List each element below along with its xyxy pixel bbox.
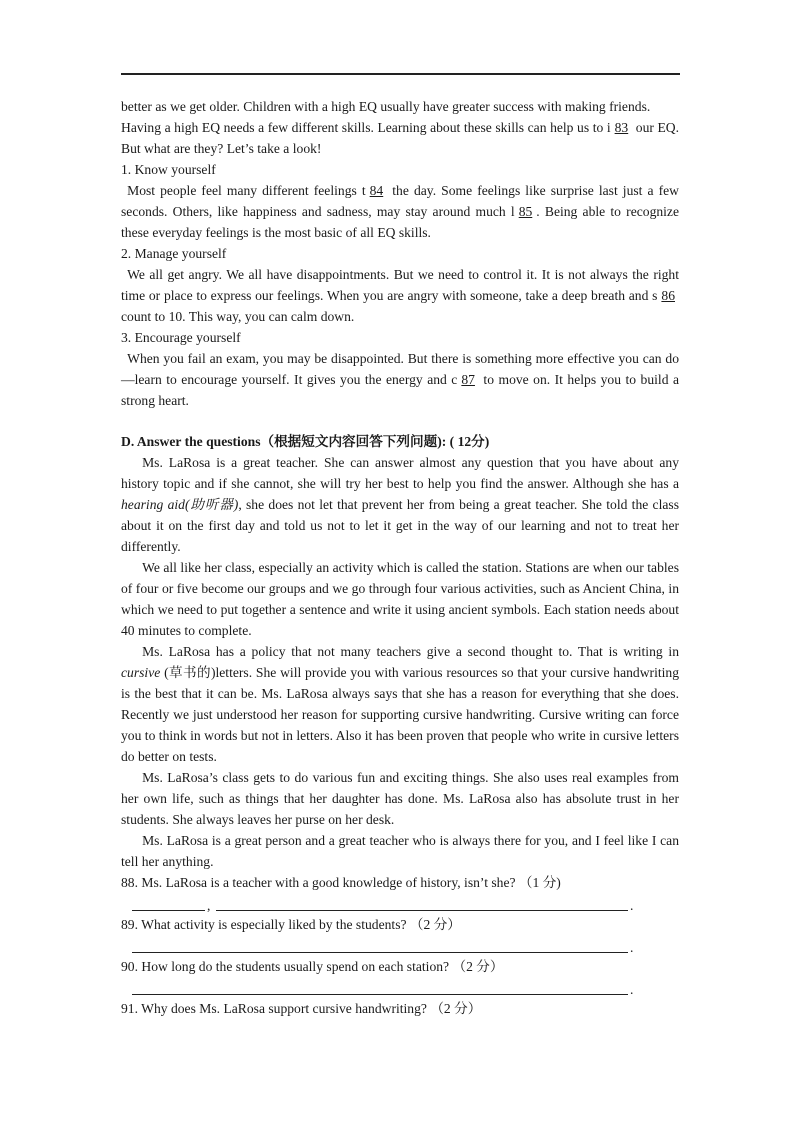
text: count to 10. This way, you can calm down. bbox=[121, 309, 355, 324]
answer-blank[interactable] bbox=[132, 910, 205, 911]
text: Ms. LaRosa is a great teacher. She can answer almost any question that you have about any history topic and if she cannot, she will try her best to help you find the answer. Although she has a bbox=[121, 455, 679, 491]
passage-line: better as we get older. Children with a high EQ usually have greater success with making friends. bbox=[121, 99, 651, 114]
period: . bbox=[630, 982, 634, 997]
header-rule bbox=[121, 73, 680, 75]
text: (草书的)letters. She will provide you with various resources so that your cursive handwriting is the best that it can be. Ms. LaRosa always says that she has a reason for everything that she does. Recently we just understood her reason for supporting cursive handwriting. Cursive writing can force you to think in words but not in letters. Also it has been proven that people who write in cursive letters do better on tests. bbox=[121, 665, 679, 764]
question-90: 90. How long do the students usually spend on each station? （2 分） bbox=[121, 959, 504, 974]
text: to move on. It helps you to build a strong heart. bbox=[121, 372, 680, 408]
text: We all get angry. We all have disappointments. But we need to control it. It is not always the right time or place to express our feelings. When you are angry with someone, take a deep breath and s bbox=[121, 267, 679, 303]
reading-paragraph: Ms. LaRosa’s class gets to do various fun and exciting things. She also uses real examples from her own life, such as things that her daughter has done. Ms. LaRosa also has absolute trust in her students. She always leaves her purse on her desk. bbox=[121, 770, 679, 827]
blank-86[interactable]: 86 bbox=[661, 288, 675, 303]
blank-85[interactable]: 85 bbox=[518, 204, 533, 219]
italic-term: hearing aid(助听器) bbox=[121, 497, 239, 512]
text: , she does not let that prevent her from being a great teacher. She told the class about it on the first day and told us not to let it get in the way of our learning and not to treat her differently. bbox=[121, 497, 679, 554]
text: Most people feel many different feelings t bbox=[127, 183, 366, 198]
reading-paragraph: Ms. LaRosa is a great person and a great teacher who is always there for you, and I feel like I can tell her anything. bbox=[121, 833, 679, 869]
section-heading-1: 1. Know yourself bbox=[121, 162, 216, 177]
blank-83[interactable]: 83 bbox=[614, 120, 629, 135]
answer-blank[interactable] bbox=[132, 994, 628, 995]
text: our EQ. But what are they? Let’s take a look! bbox=[121, 120, 679, 156]
blank-87[interactable]: 87 bbox=[461, 372, 475, 387]
text: the day. Some feelings like surprise last just a few seconds. Others, like happiness and sadness, may stay around much l bbox=[121, 183, 679, 219]
reading-paragraph bbox=[121, 452, 679, 557]
period: . bbox=[630, 898, 634, 913]
answer-blank[interactable] bbox=[216, 910, 628, 911]
period: . bbox=[630, 940, 634, 955]
question-91: 91. Why does Ms. LaRosa support cursive handwriting? （2 分） bbox=[121, 1001, 482, 1016]
question-89: 89. What activity is especially liked by the students? （2 分） bbox=[121, 917, 461, 932]
answer-blank[interactable] bbox=[132, 952, 628, 953]
text: Having a high EQ needs a few different skills. Learning about these skills can help us to i bbox=[121, 120, 611, 135]
section-heading-2: 2. Manage yourself bbox=[121, 246, 227, 261]
question-88: 88. Ms. LaRosa is a teacher with a good knowledge of history, isn’t she? （1 分) bbox=[121, 875, 561, 890]
blank-84[interactable]: 84 bbox=[369, 183, 384, 198]
reading-paragraph: We all like her class, especially an activity which is called the station. Stations are when our tables of four or five become our groups and we go through four various activities, such as Ancient China, in which we need to put together a sentence and write it using ancient symbols. Each station needs about 40 minutes to complete. bbox=[121, 560, 679, 638]
passage-paragraph bbox=[121, 180, 679, 243]
text: When you fail an exam, you may be disappointed. But there is something more effective you can do—learn to encourage yourself. It gives you the energy and c bbox=[121, 351, 679, 387]
answer-line-90[interactable] bbox=[132, 979, 679, 998]
comma: , bbox=[207, 898, 211, 913]
text: . Being able to recognize these everyday feelings is the most basic of all EQ skills. bbox=[121, 204, 680, 240]
passage-paragraph bbox=[121, 264, 679, 327]
section-d-heading: D. Answer the questions（根据短文内容回答下列问题): ( 12分) bbox=[121, 434, 490, 449]
answer-line-88[interactable] bbox=[132, 895, 679, 914]
passage-paragraph bbox=[121, 117, 679, 159]
italic-term: cursive bbox=[121, 665, 161, 680]
section-heading-3: 3. Encourage yourself bbox=[121, 330, 241, 345]
passage-paragraph bbox=[121, 348, 679, 411]
answer-line-89[interactable] bbox=[132, 937, 679, 956]
text: Ms. LaRosa has a policy that not many teachers give a second thought to. That is writing in bbox=[142, 644, 679, 659]
reading-paragraph bbox=[121, 641, 679, 767]
page-content bbox=[121, 96, 679, 1019]
